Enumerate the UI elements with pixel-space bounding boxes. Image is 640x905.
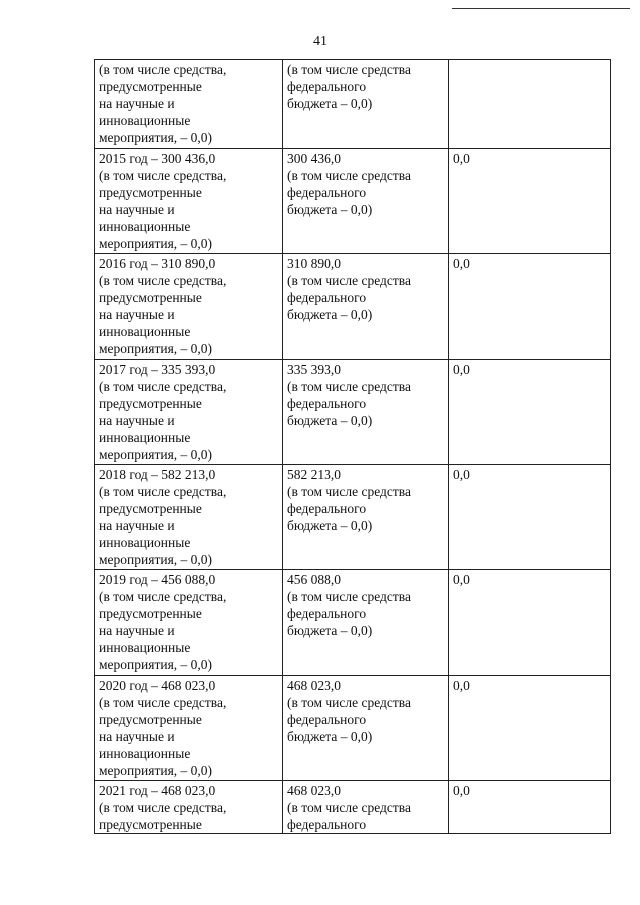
total-cell: 2018 год – 582 213,0 (в том числе средства, предусмотренные на научные и инновационные мероприятия, – 0,0) [95, 465, 283, 570]
other-cell: 0,0 [449, 570, 611, 675]
other-cell: 0,0 [449, 465, 611, 570]
total-cell: 2020 год – 468 023,0 (в том числе средства, предусмотренные на научные и инновационные мероприятия, – 0,0) [95, 675, 283, 780]
federal-cell: 310 890,0 (в том числе средства федерального бюджета – 0,0) [283, 254, 449, 359]
top-rule [452, 8, 630, 9]
federal-cell: 468 023,0 (в том числе средства федерального бюджета – 0,0) [283, 675, 449, 780]
table-row [95, 60, 611, 149]
total-cell: 2015 год – 300 436,0 (в том числе средства, предусмотренные на научные и инновационные мероприятия, – 0,0) [95, 149, 283, 254]
total-cell: 2017 год – 335 393,0 (в том числе средства, предусмотренные на научные и инновационные мероприятия, – 0,0) [95, 359, 283, 464]
table-row [95, 570, 611, 675]
federal-cell: 335 393,0 (в том числе средства федерального бюджета – 0,0) [283, 359, 449, 464]
table-row [95, 254, 611, 359]
table-row [95, 149, 611, 254]
budget-table [94, 59, 611, 834]
federal-cell: 300 436,0 (в том числе средства федерального бюджета – 0,0) [283, 149, 449, 254]
total-cell: (в том числе средства, предусмотренные на научные и инновационные мероприятия, – 0,0) [95, 60, 283, 149]
total-cell: 2016 год – 310 890,0 (в том числе средства, предусмотренные на научные и инновационные мероприятия, – 0,0) [95, 254, 283, 359]
federal-cell: (в том числе средства федерального бюджета – 0,0) [283, 60, 449, 149]
table-row [95, 465, 611, 570]
other-cell: 0,0 [449, 780, 611, 833]
federal-cell: 582 213,0 (в том числе средства федерального бюджета – 0,0) [283, 465, 449, 570]
total-cell: 2019 год – 456 088,0 (в том числе средства, предусмотренные на научные и инновационные мероприятия, – 0,0) [95, 570, 283, 675]
other-cell: 0,0 [449, 254, 611, 359]
federal-cell: 468 023,0 (в том числе средства федерального [283, 780, 449, 833]
total-cell: 2021 год – 468 023,0 (в том числе средства, предусмотренные [95, 780, 283, 833]
table-row [95, 359, 611, 464]
table-row [95, 780, 611, 833]
table-row [95, 675, 611, 780]
federal-cell: 456 088,0 (в том числе средства федерального бюджета – 0,0) [283, 570, 449, 675]
other-cell: 0,0 [449, 675, 611, 780]
page-number: 41 [313, 34, 327, 49]
other-cell: 0,0 [449, 359, 611, 464]
other-cell [449, 60, 611, 149]
other-cell: 0,0 [449, 149, 611, 254]
